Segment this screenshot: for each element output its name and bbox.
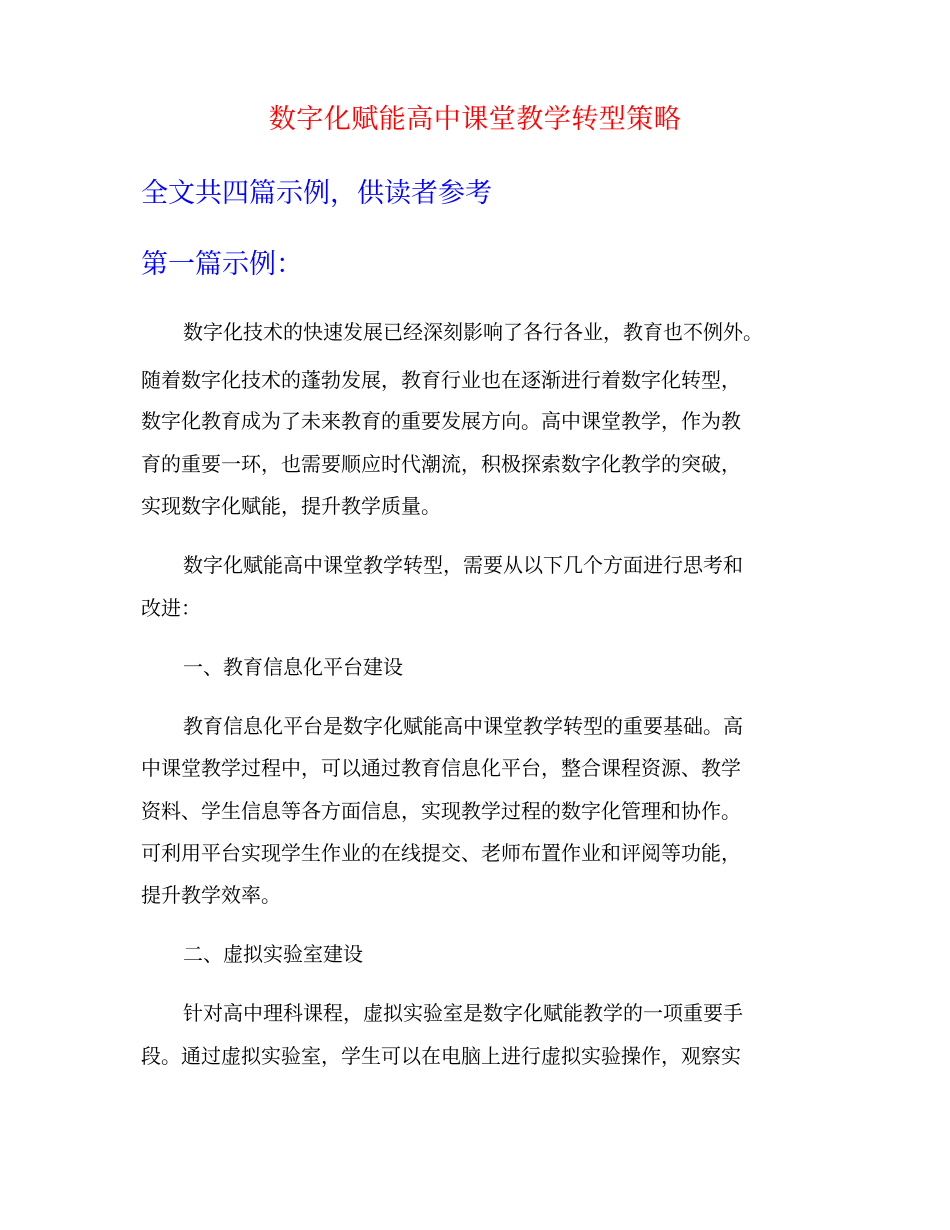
paragraph-line: 可利用平台实现学生作业的在线提交、老师布置作业和评阅等功能， [141, 841, 741, 865]
list-heading: 一、教育信息化平台建设 [183, 655, 403, 679]
paragraph-line: 数字化技术的快速发展已经深刻影响了各行各业，教育也不例外。 [183, 320, 763, 344]
paragraph-line: 随着数字化技术的蓬勃发展，教育行业也在逐渐进行着数字化转型， [141, 368, 741, 392]
paragraph-line: 提升教学效率。 [141, 883, 281, 907]
paragraph-line: 中课堂教学过程中，可以通过教育信息化平台，整合课程资源、教学 [141, 756, 741, 780]
paragraph-line: 数字化教育成为了未来教育的重要发展方向。高中课堂教学，作为教 [141, 409, 741, 433]
paragraph-line: 针对高中理科课程，虚拟实验室是数字化赋能教学的一项重要手 [183, 1001, 743, 1025]
list-heading: 二、虚拟实验室建设 [183, 942, 363, 966]
document-title: 数字化赋能高中课堂教学转型策略 [268, 104, 682, 135]
paragraph-line: 实现数字化赋能，提升教学质量。 [141, 494, 441, 518]
paragraph-line: 数字化赋能高中课堂教学转型，需要从以下几个方面进行思考和 [183, 553, 743, 577]
document-subtitle: 全文共四篇示例，供读者参考 [141, 178, 492, 209]
paragraph-line: 资料、学生信息等各方面信息，实现教学过程的数字化管理和协作。 [141, 799, 741, 823]
paragraph-line: 改进： [141, 596, 201, 620]
paragraph-line: 育的重要一环，也需要顺应时代潮流，积极探索数字化教学的突破， [141, 452, 741, 476]
paragraph-line: 教育信息化平台是数字化赋能高中课堂教学转型的重要基础。高 [183, 714, 743, 738]
paragraph-line: 段。通过虚拟实验室，学生可以在电脑上进行虚拟实验操作，观察实 [141, 1044, 741, 1068]
section-heading: 第一篇示例： [141, 249, 303, 280]
